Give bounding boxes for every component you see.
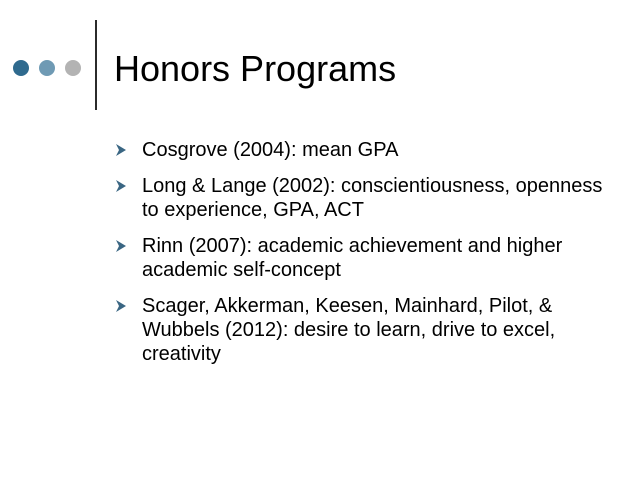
chevron-right-icon <box>115 300 126 312</box>
bullet-list <box>112 138 612 378</box>
bullet-item <box>112 174 612 222</box>
bullet-text: Long & Lange (2002): conscientiousness, openness to experience, GPA, ACT <box>142 175 603 221</box>
slide-title: Honors Programs <box>114 48 397 89</box>
decorative-dot-light-icon <box>65 60 81 76</box>
chevron-right-icon <box>115 144 126 156</box>
chevron-right-icon <box>115 180 126 192</box>
decorative-dot-medium-icon <box>39 60 55 76</box>
bullet-text: Cosgrove (2004): mean GPA <box>142 139 399 161</box>
bullet-item <box>112 138 612 162</box>
decorative-dot-dark-icon <box>13 60 29 76</box>
title-divider <box>95 20 97 110</box>
bullet-item <box>112 294 612 366</box>
bullet-item <box>112 234 612 282</box>
chevron-right-icon <box>115 240 126 252</box>
bullet-text: Rinn (2007): academic achievement and higher academic self-concept <box>142 235 563 281</box>
bullet-text: Scager, Akkerman, Keesen, Mainhard, Pilot, & Wubbels (2012): desire to learn, drive to excel, creativity <box>142 295 556 365</box>
